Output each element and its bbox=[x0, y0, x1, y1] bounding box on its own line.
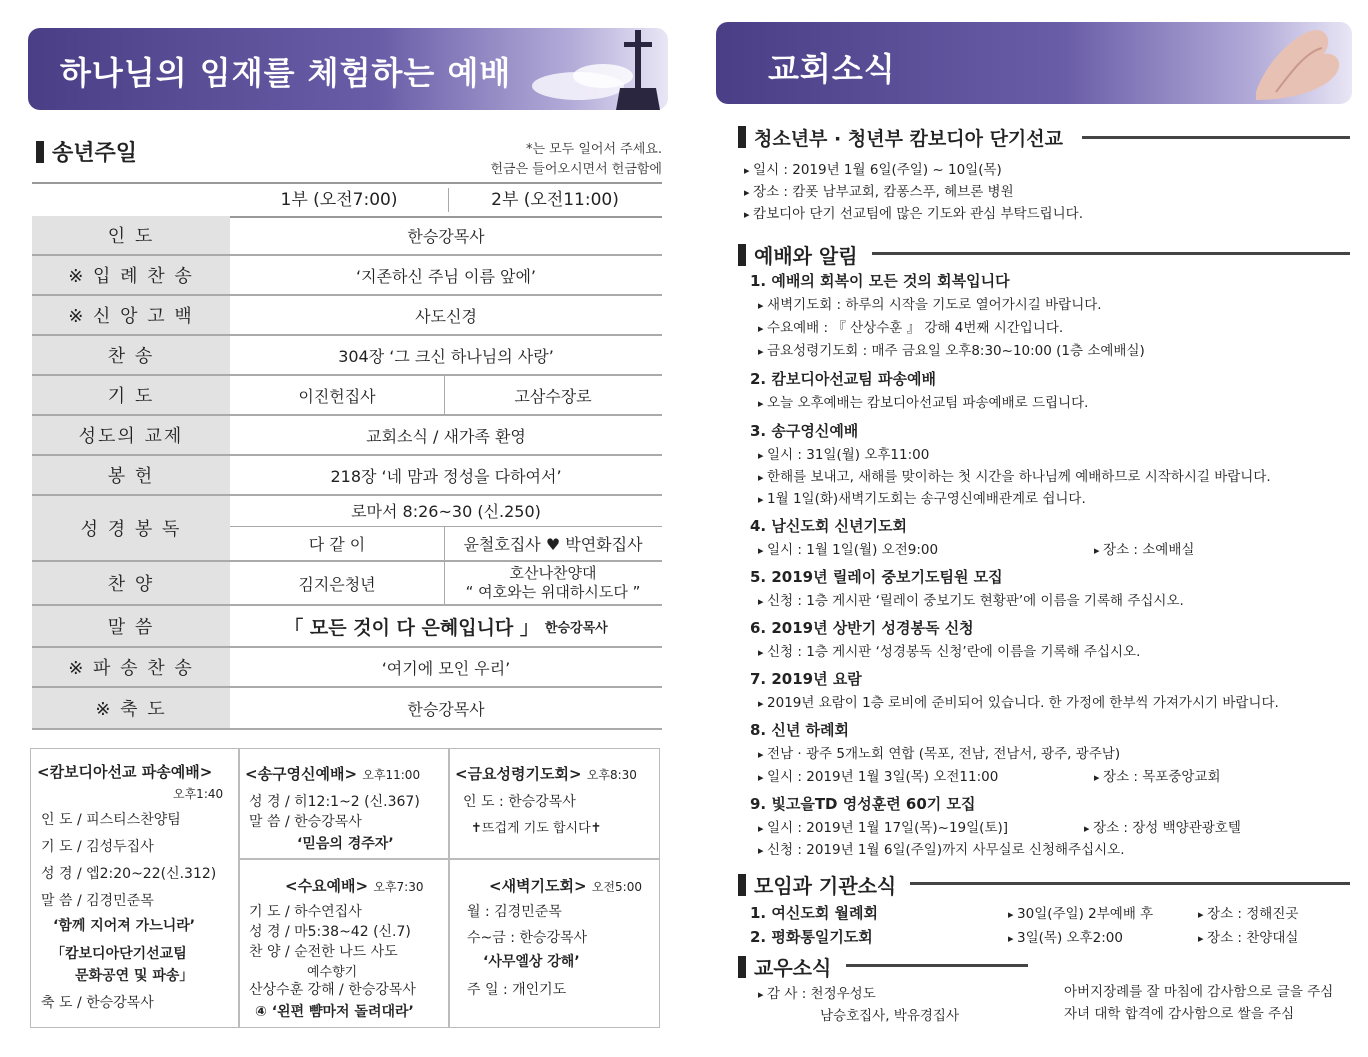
left-banner-title: 하나님의 임재를 체험하는 예배 bbox=[60, 54, 512, 92]
row-value: 304장 ‘그 크신 하나님의 사랑’ bbox=[338, 346, 554, 366]
order-row bbox=[32, 456, 662, 496]
thanks-reason: 자녀 대학 합격에 감사함으로 쌀을 주심 bbox=[1064, 1006, 1295, 1022]
row-label: 찬 송 bbox=[32, 336, 230, 374]
groups-news-title: 모임과 기관소식 bbox=[738, 870, 896, 899]
box-line: 「캄보디아단기선교팀 bbox=[51, 946, 187, 962]
box-line: ‘함께 지어져 가느니라’ bbox=[53, 918, 196, 934]
scripture-reference: 로마서 8:26~30 (신.250) bbox=[351, 501, 541, 521]
box-line: 인 도 : 한승강목사 bbox=[463, 794, 576, 810]
notice-line: ▸ 한해를 보내고, 새해를 맞이하는 첫 시간을 하나님께 예배하므로 시작하시길 바랍니다. bbox=[758, 465, 1271, 485]
row-label: ※ 파 송 찬 송 bbox=[32, 648, 230, 686]
group-where: ▸ 장소 : 찬양대실 bbox=[1198, 926, 1298, 946]
notice-heading: 8. 신년 하례회 bbox=[750, 721, 850, 739]
row-label: 인 도 bbox=[32, 216, 230, 254]
box-line: ④ ‘왼편 뺨마저 돌려대라’ bbox=[255, 1004, 414, 1020]
notice-line: ▸ 신청 : 2019년 1월 6일(주일)까지 사무실로 신청해주십시오. bbox=[758, 838, 1125, 858]
box-line: 성 경 / 엡2:20~22(신.312) bbox=[41, 866, 217, 882]
group-when: ▸ 3일(목) 오후2:00 bbox=[1008, 926, 1123, 946]
box-line: ‘믿음의 경주자’ bbox=[297, 836, 394, 852]
row-value-first: 김지은청년 bbox=[298, 574, 376, 594]
row-value: 한승강목사 bbox=[407, 699, 485, 719]
order-row bbox=[32, 648, 662, 688]
order-row bbox=[32, 688, 662, 730]
dawn-prayer-box bbox=[448, 858, 660, 1028]
member-news-title: 교우소식 bbox=[738, 952, 831, 981]
choir-song: “ 여호와는 위대하시도다 ” bbox=[465, 583, 641, 601]
box-time: 오후7:30 bbox=[373, 880, 424, 894]
sermon-title: 「 모든 것이 다 은혜입니다 」 bbox=[284, 616, 539, 639]
row-label: ※ 신 앙 고 백 bbox=[32, 296, 230, 334]
news-line: ▸ 캄보디아 단기 선교팀에 많은 기도와 관심 부탁드립니다. bbox=[744, 202, 1083, 222]
row-label: 봉 헌 bbox=[32, 456, 230, 494]
row-label: 말 씀 bbox=[32, 606, 230, 646]
box-title: <캄보디아선교 파송예배> bbox=[37, 763, 213, 781]
notice-line: ▸ 신청 : 1층 게시판 ‘성경봉독 신청’란에 이름을 기록해 주십시오. bbox=[758, 640, 1140, 660]
right-banner bbox=[716, 22, 1352, 104]
group-heading: 2. 평화통일기도회 bbox=[750, 928, 873, 946]
order-section-title: 송년주일 bbox=[36, 136, 137, 167]
notice-heading: 4. 남신도회 신년기도회 bbox=[750, 517, 907, 535]
row-value-second: 고삼수장로 bbox=[514, 386, 592, 406]
row-value-second: 윤철호집사 ♥ 박연화집사 bbox=[463, 535, 643, 554]
row-label: 성 경 봉 독 bbox=[32, 496, 230, 560]
box-time: 오후11:00 bbox=[362, 768, 421, 782]
group-when: ▸ 30일(주일) 2부예배 후 bbox=[1008, 902, 1153, 922]
group-heading: 1. 여신도회 월례회 bbox=[750, 904, 879, 922]
row-label: ※ 축 도 bbox=[32, 688, 230, 728]
left-banner bbox=[28, 28, 668, 110]
notice-line: ▸ 신청 : 1층 게시판 ‘릴레이 중보기도 현황판’에 이름을 기록해 주십시오. bbox=[758, 589, 1184, 609]
row-value: 218장 ‘네 맘과 정성을 다하여서’ bbox=[330, 466, 562, 486]
notice-line: ▸ 일시 : 31일(월) 오후11:00 bbox=[758, 443, 929, 463]
box-line: 성 경 / 마5:38~42 (신.7) bbox=[249, 924, 411, 940]
box-line: 수~금 : 한승강목사 bbox=[467, 930, 588, 946]
offering-note: 헌금은 들어오시면서 헌금함에 bbox=[490, 162, 662, 177]
row-value-first: 다 같 이 bbox=[308, 535, 366, 554]
box-title-row: <수요예배> 오후7:30 bbox=[285, 877, 424, 895]
box-line: 인 도 / 피스티스찬양팀 bbox=[41, 812, 181, 828]
notice-line: ▸ 장소 : 장성 백양관광호텔 bbox=[1084, 816, 1241, 836]
box-line: 예수향기 bbox=[307, 965, 358, 980]
box-title-row: <새벽기도회> 오전5:00 bbox=[489, 877, 642, 895]
row-value: 교회소식 / 새가족 환영 bbox=[366, 426, 526, 446]
standing-note: *는 모두 일어서 주세요. bbox=[525, 142, 662, 157]
friday-prayer-box bbox=[448, 748, 660, 860]
praying-hands-icon bbox=[1236, 22, 1352, 104]
row-label: 기 도 bbox=[32, 376, 230, 414]
box-time: 오후1:40 bbox=[173, 787, 224, 801]
news-line: ▸ 장소 : 캄폿 남부교회, 캄퐁스푸, 헤브론 병원 bbox=[744, 180, 1014, 200]
preacher: 한승강목사 bbox=[544, 620, 608, 636]
cambodia-mission-title: 청소년부 · 청년부 캄보디아 단기선교 bbox=[738, 124, 1063, 151]
order-row bbox=[32, 606, 662, 648]
thanks-line: ▸ 감 사 : 천정우성도 bbox=[758, 982, 876, 1002]
notice-line: ▸ 금요성령기도회 : 매주 금요일 오후8:30~10:00 (1층 소예배실) bbox=[758, 339, 1145, 359]
box-title-row: <송구영신예배> 오후11:00 bbox=[245, 765, 421, 783]
notice-line: ▸ 새벽기도회 : 하루의 시작을 기도로 열어가시길 바랍니다. bbox=[758, 293, 1102, 313]
worship-notices-title: 예배와 알림 bbox=[738, 240, 858, 269]
notice-heading: 6. 2019년 상반기 성경봉독 신청 bbox=[750, 619, 974, 637]
notice-line: ▸ 오늘 오후예배는 캄보디아선교팀 파송예배로 드립니다. bbox=[758, 391, 1088, 411]
row-label: 성도의 교제 bbox=[32, 416, 230, 454]
notice-heading: 2. 캄보디아선교팀 파송예배 bbox=[750, 370, 936, 388]
songgu-service-box bbox=[238, 748, 450, 860]
group-where: ▸ 장소 : 정해진곳 bbox=[1198, 902, 1298, 922]
order-row bbox=[32, 416, 662, 456]
box-line: 기 도 / 하수연집사 bbox=[249, 904, 362, 920]
box-line: 월 : 김경민준목 bbox=[467, 904, 562, 920]
box-line: 기 도 / 김성두집사 bbox=[41, 839, 154, 855]
notice-heading: 3. 송구영신예배 bbox=[750, 422, 859, 440]
order-row bbox=[32, 336, 662, 376]
box-line: 성 경 / 히12:1~2 (신.367) bbox=[249, 794, 420, 810]
notice-line: ▸ 일시 : 2019년 1월 17일(목)~19일(토)] bbox=[758, 816, 1008, 836]
choir-cell bbox=[444, 562, 662, 604]
notice-line: ▸ 1월 1일(화)새벽기도회는 송구영신예배관계로 쉽니다. bbox=[758, 487, 1086, 507]
notice-line: ▸ 전남 · 광주 5개노회 연합 (목포, 전남, 전남서, 광주, 광주남) bbox=[758, 742, 1120, 762]
box-line: 산상수훈 강해 / 한승강목사 bbox=[249, 982, 416, 998]
cambodia-service-box bbox=[30, 748, 240, 1028]
box-line: ‘사무엘상 강해’ bbox=[483, 954, 580, 970]
row-label: 찬 양 bbox=[32, 562, 230, 604]
notice-heading: 1. 예배의 회복이 모든 것의 회복입니다 bbox=[750, 272, 1010, 290]
box-line: 말 씀 / 김경민준목 bbox=[41, 893, 154, 909]
second-service-header: 2부 (오전11:00) bbox=[491, 190, 619, 210]
thanks-names: 남승호집사, 박유경집사 bbox=[820, 1008, 959, 1024]
order-row bbox=[32, 376, 662, 416]
order-row bbox=[32, 496, 662, 562]
thanks-reason: 아버지장례를 잘 마침에 감사함으로 글을 주심 bbox=[1064, 984, 1334, 1000]
notice-line: ▸ 수요예배 : 『 산상수훈 』 강해 4번째 시간입니다. bbox=[758, 316, 1063, 336]
box-line: 주 일 : 개인기도 bbox=[467, 982, 567, 998]
notice-line: ▸ 장소 : 소예배실 bbox=[1094, 538, 1194, 558]
order-header bbox=[32, 182, 662, 218]
row-value: 한승강목사 bbox=[407, 226, 485, 246]
box-line: 문화공연 및 파송」 bbox=[75, 968, 194, 984]
row-value: ‘지존하신 주님 이름 앞에’ bbox=[356, 266, 536, 286]
order-row bbox=[32, 216, 662, 256]
notice-line: ▸ 장소 : 목포중앙교회 bbox=[1094, 765, 1221, 785]
notice-heading: 5. 2019년 릴레이 중보기도팀원 모집 bbox=[750, 568, 1003, 586]
row-value-first: 이진헌집사 bbox=[298, 386, 376, 406]
box-line: 말 씀 / 한승강목사 bbox=[249, 814, 362, 830]
box-time: 오전5:00 bbox=[591, 880, 642, 894]
wednesday-service-box bbox=[238, 858, 450, 1028]
notice-heading: 9. 빛고을TD 영성훈련 60기 모집 bbox=[750, 795, 976, 813]
box-title-row: <금요성령기도회> 오후8:30 bbox=[455, 765, 637, 783]
order-row bbox=[32, 562, 662, 606]
first-service-header: 1부 (오전7:00) bbox=[280, 190, 398, 210]
notice-line: ▸ 2019년 요람이 1층 로비에 준비되어 있습니다. 한 가정에 한부씩 가져가시기 바랍니다. bbox=[758, 691, 1279, 711]
sermon-cell bbox=[230, 606, 662, 646]
notice-line: ▸ 일시 : 2019년 1월 3일(목) 오전11:00 bbox=[758, 765, 998, 785]
order-row bbox=[32, 296, 662, 336]
box-line: 축 도 / 한승강목사 bbox=[41, 995, 154, 1011]
box-line: 찬 양 / 순전한 나드 사도 bbox=[249, 944, 398, 960]
row-value: ‘여기에 모인 우리’ bbox=[381, 658, 511, 678]
news-line: ▸ 일시 : 2019년 1월 6일(주일) ~ 10일(목) bbox=[744, 158, 1002, 178]
row-label: ※ 입 례 찬 송 bbox=[32, 256, 230, 294]
row-value: 사도신경 bbox=[415, 306, 477, 326]
box-time: 오후8:30 bbox=[586, 768, 637, 782]
cross-cloud-icon bbox=[508, 28, 668, 110]
notice-heading: 7. 2019년 요람 bbox=[750, 670, 862, 688]
right-banner-title: 교회소식 bbox=[768, 50, 896, 88]
order-row bbox=[32, 256, 662, 296]
choir-name: 호산나찬양대 bbox=[509, 564, 597, 582]
notice-line: ▸ 일시 : 1월 1일(월) 오전9:00 bbox=[758, 538, 938, 558]
box-line: ✝뜨겁게 기도 합시다✝ bbox=[471, 821, 602, 836]
